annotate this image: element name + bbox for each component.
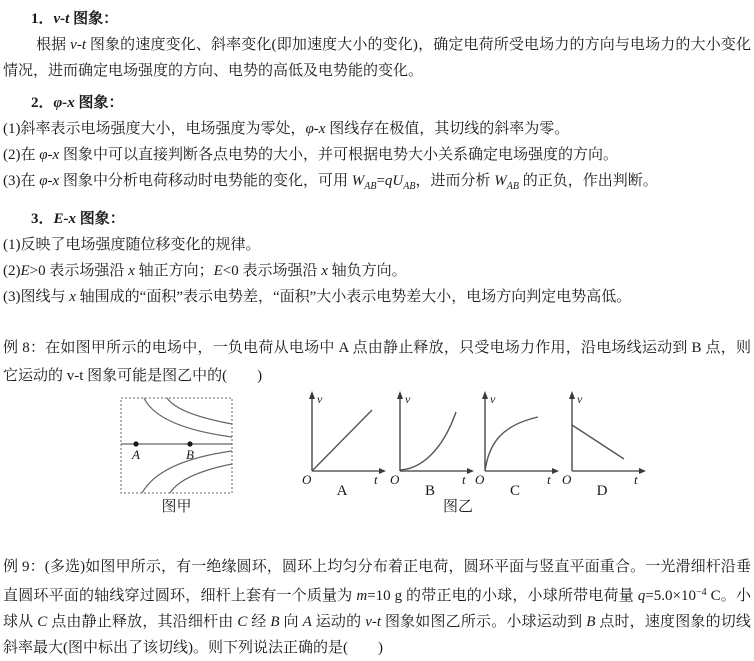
- section-2-item-3: (3)在 φ-x 图象中分析电荷移动时电势能的变化，可用 $W_{AB}=qU_{AB}$，进而分析 $W_{AB}$ 的正负，作出判断。: [3, 173, 658, 192]
- figure-jia: [120, 397, 233, 515]
- graph-option-d: [560, 390, 650, 498]
- origin-label: O: [475, 472, 485, 487]
- v-axis-label: v: [577, 392, 583, 406]
- t-axis-label: t: [462, 472, 466, 487]
- t-axis-arrow-icon: [552, 468, 559, 474]
- graph-d-canvas: [560, 390, 650, 498]
- v-axis-label: v: [317, 392, 323, 406]
- section-3-heading: 3．E-x 图象：: [31, 211, 125, 227]
- origin-label: O: [562, 472, 572, 487]
- field-line-upper-2: [167, 398, 232, 424]
- v-axis-arrow-icon: [309, 391, 315, 399]
- t-axis-label: t: [374, 472, 378, 487]
- example-8-text: 例 8：在如图甲所示的电场中，一负电荷从电场中 A 点由静止释放，只受电场力作用，沿电场线运动到 B 点，则它运动的 v-t 图象可能是图乙中的( ): [3, 340, 751, 384]
- section-2-heading: 2．φ-x 图象：: [31, 95, 124, 111]
- graph-label: D: [596, 483, 608, 498]
- curve-linear-decrease: [572, 425, 624, 459]
- graph-c-canvas: [473, 390, 563, 498]
- v-axis-label: v: [490, 392, 496, 406]
- t-axis-label: t: [547, 472, 551, 487]
- field-line-lower-2: [170, 464, 232, 493]
- section-2-item-2: (2)在 φ-x 图象中可以直接判断各点电势的大小，并可根据电势大小关系确定电场强度的方向。: [3, 147, 618, 163]
- point-a-dot: [133, 441, 138, 446]
- v-axis-arrow-icon: [482, 391, 488, 399]
- section-1-body: 根据 v-t 图象的速度变化、斜率变化(即加速度大小的变化)，确定电荷所受电场力的方向与电场力的大小变化情况，进而确定电场强度的方向、电势的高低及电势能的变化。: [3, 37, 751, 79]
- section-2-item-1: (1)斜率表示电场强度大小，电场强度为零处，φ-x 图线存在极值，其切线的斜率为零。: [3, 121, 570, 137]
- graph-option-a: [300, 390, 390, 498]
- graph-label: B: [424, 483, 436, 498]
- section-3-item-3: (3)图线与 x 轴围成的“面积”表示电势差，“面积”大小表示电势差大小，电场方向判定电势高低。: [3, 289, 632, 305]
- curve-concave-up: [400, 412, 456, 470]
- origin-label: O: [302, 472, 312, 487]
- t-axis-arrow-icon: [639, 468, 646, 474]
- graph-a-canvas: [300, 390, 390, 498]
- curve-concave-down: [485, 417, 538, 471]
- graph-b-canvas: [388, 390, 478, 498]
- figure-jia-caption: 图甲: [161, 499, 192, 515]
- section-1-heading: 1．v-t 图象：: [31, 11, 119, 27]
- point-b-dot: [187, 441, 192, 446]
- figure-yi-caption: 图乙: [442, 499, 473, 515]
- point-b-label: B: [186, 447, 194, 462]
- field-line-upper-1: [144, 398, 232, 437]
- section-3-item-2: (2)E>0 表示场强沿 x 轴正方向；E<0 表示场强沿 x 轴负方向。: [3, 263, 407, 279]
- graph-option-c: [473, 390, 563, 498]
- v-axis-label: v: [405, 392, 411, 406]
- graph-option-b: [388, 390, 478, 498]
- origin-label: O: [390, 472, 400, 487]
- figure-jia-canvas: [120, 397, 233, 494]
- section-3-item-1: (1)反映了电场强度随位移变化的规律。: [3, 237, 261, 253]
- graph-label: C: [509, 483, 521, 498]
- t-axis-arrow-icon: [379, 468, 386, 474]
- example-9-text: 例 9：(多选)如图甲所示，有一绝缘圆环，圆环上均匀分布着正电荷，圆环平面与竖直平面重合。一光滑细杆沿垂直圆环平面的轴线穿过圆环，细杆上套有一个质量为 m=10 g 的带正电的小球，小球所带电荷量 $q=5.0\times 10^{-4}$ C。小球从 C 点由静止释放，其沿细杆由 C 经 B 向 A 运动的 v-t 图象如图乙所示。小球运动到 B 点时，速度图象的切线斜率最大(图中标出了该切线)。则下列说法正确的是( ): [3, 559, 751, 656]
- figure-row: [3, 390, 751, 520]
- t-axis-label: t: [634, 472, 638, 487]
- point-a-label: A: [132, 447, 140, 462]
- v-axis-arrow-icon: [569, 391, 575, 399]
- curve-linear-increase: [312, 410, 372, 471]
- v-axis-arrow-icon: [397, 391, 403, 399]
- graph-label: A: [336, 483, 348, 498]
